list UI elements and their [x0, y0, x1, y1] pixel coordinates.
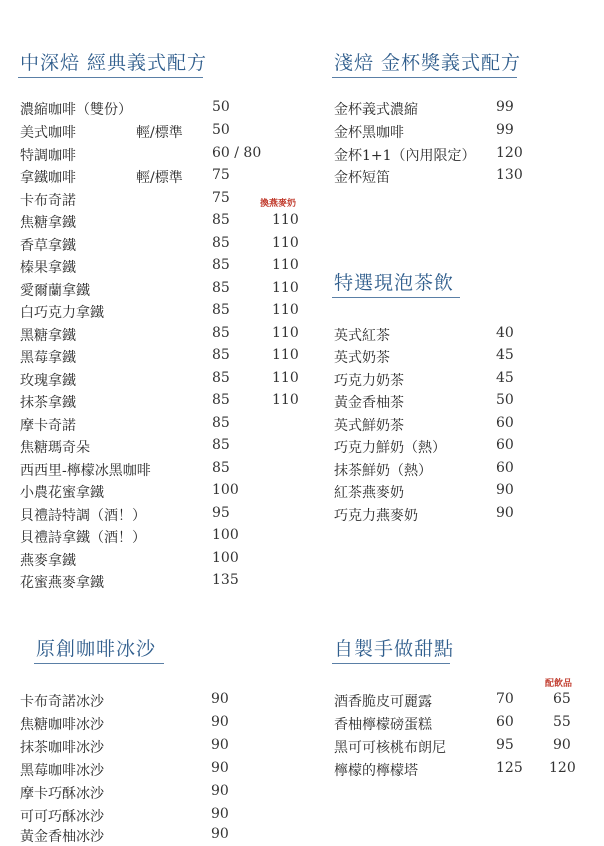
item-name: 黃金香柚茶: [334, 395, 404, 411]
title-underline: [332, 663, 450, 664]
item-name: 英式鮮奶茶: [334, 418, 404, 434]
item-price: 100: [212, 482, 239, 498]
item-name: 巧克力奶茶: [334, 373, 404, 389]
item-name: 黑糖拿鐵: [20, 328, 76, 344]
item-name: 燕麥拿鐵: [20, 553, 76, 569]
combo-price: 120: [549, 760, 576, 776]
item-price: 130: [496, 167, 523, 183]
item-price: 90: [211, 737, 229, 753]
item-price: 85: [212, 257, 230, 273]
menu-item: [20, 167, 320, 187]
menu-item: [334, 714, 584, 734]
item-name: 焦糖拿鐵: [20, 215, 76, 231]
menu-item: [20, 806, 280, 826]
menu-item: [20, 826, 280, 846]
section-title-light-roast: 淺焙 金杯獎義式配方: [334, 52, 522, 74]
item-name: 香草拿鐵: [20, 238, 76, 254]
menu-item: [20, 714, 280, 734]
menu-item: [20, 325, 320, 345]
item-name: 金杯義式濃縮: [334, 102, 418, 118]
menu-item: [334, 325, 584, 345]
menu-item: [20, 460, 320, 480]
menu-item: [20, 550, 320, 570]
item-name: 焦糖瑪奇朵: [20, 440, 90, 456]
item-name: 金杯短笛: [334, 170, 390, 186]
menu-item: [20, 392, 320, 412]
menu-item: [20, 212, 320, 232]
item-name: 英式紅茶: [334, 328, 390, 344]
item-name: 酒香脆皮可麗露: [334, 694, 432, 710]
item-price: 85: [212, 347, 230, 363]
menu-item: [334, 370, 584, 390]
title-underline: [332, 297, 460, 298]
item-name: 巧克力燕麥奶: [334, 508, 418, 524]
item-price: 135: [212, 572, 239, 588]
menu-item: [334, 167, 584, 187]
item-price: 90: [496, 482, 514, 498]
menu-item: [20, 370, 320, 390]
item-name: 抹茶咖啡冰沙: [20, 740, 104, 756]
menu-item: [334, 760, 584, 780]
item-price: 90: [211, 760, 229, 776]
item-name: 黑莓拿鐵: [20, 350, 76, 366]
title-underline: [34, 663, 164, 664]
section-title-medium-roast: 中深焙 經典義式配方: [20, 52, 208, 74]
menu-item: [334, 691, 584, 711]
item-price: 120: [496, 145, 523, 161]
menu-item: [20, 527, 320, 547]
item-price: 95: [212, 505, 230, 521]
item-name: 美式咖啡: [20, 125, 76, 141]
item-price: 90: [211, 714, 229, 730]
item-price: 85: [212, 437, 230, 453]
item-name: 巧克力鮮奶（熱）: [334, 440, 446, 456]
item-price: 85: [212, 280, 230, 296]
item-name: 卡布奇諾: [20, 193, 76, 209]
section-title-dessert: 自製手做甜點: [334, 638, 455, 660]
item-name: 焦糖咖啡冰沙: [20, 717, 104, 733]
item-name: 黑可可核桃布朗尼: [334, 740, 446, 756]
item-price: 90: [211, 806, 229, 822]
menu-item: [20, 415, 320, 435]
item-price: 100: [212, 527, 239, 543]
item-name: 黑莓咖啡冰沙: [20, 763, 104, 779]
item-name: 摩卡巧酥冰沙: [20, 786, 104, 802]
item-price: 95: [496, 737, 514, 753]
item-name: 可可巧酥冰沙: [20, 809, 104, 825]
menu-item: [20, 99, 320, 119]
item-name: 西西里-檸檬冰黑咖啡: [20, 463, 151, 479]
menu-item: [20, 437, 320, 457]
item-price: 85: [212, 235, 230, 251]
menu-item: [334, 460, 584, 480]
item-price: 60: [496, 415, 514, 431]
menu-item: [334, 122, 584, 142]
item-name: 英式奶茶: [334, 350, 390, 366]
item-name: 榛果拿鐵: [20, 260, 76, 276]
item-name: 香柚檸檬磅蛋糕: [334, 717, 432, 733]
item-price: 50: [212, 122, 230, 138]
menu-item: [334, 145, 584, 165]
menu-item: [334, 505, 584, 525]
item-tag: 輕/標準: [136, 170, 183, 186]
item-price: 85: [212, 392, 230, 408]
oat-milk-price: 110: [272, 392, 299, 408]
menu-item: [20, 145, 320, 165]
item-name: 摩卡奇諾: [20, 418, 76, 434]
item-name: 拿鐵咖啡: [20, 170, 76, 186]
item-name: 抹茶拿鐵: [20, 395, 76, 411]
title-underline: [332, 77, 517, 78]
item-price: 75: [212, 190, 230, 206]
menu-item: [20, 257, 320, 277]
menu-item: [20, 737, 280, 757]
item-price: 85: [212, 415, 230, 431]
menu-item: [20, 280, 320, 300]
combo-price: 55: [553, 714, 571, 730]
item-price: 60 / 80: [212, 145, 262, 161]
menu-item: [20, 505, 320, 525]
item-price: 60: [496, 460, 514, 476]
item-price: 45: [496, 370, 514, 386]
menu-item: [20, 760, 280, 780]
oat-milk-price: 110: [272, 370, 299, 386]
title-underline: [18, 77, 203, 78]
menu-item: [20, 235, 320, 255]
oat-milk-price: 110: [272, 235, 299, 251]
oat-milk-price: 110: [272, 347, 299, 363]
item-name: 金杯黑咖啡: [334, 125, 404, 141]
menu-item: [334, 347, 584, 367]
item-price: 85: [212, 325, 230, 341]
item-name: 白巧克力拿鐵: [20, 305, 104, 321]
item-price: 85: [212, 460, 230, 476]
oat-milk-price: 110: [272, 302, 299, 318]
item-name: 花蜜燕麥拿鐵: [20, 575, 104, 591]
item-name: 特調咖啡: [20, 148, 76, 164]
item-price: 85: [212, 302, 230, 318]
item-price: 90: [211, 826, 229, 842]
item-price: 60: [496, 714, 514, 730]
menu-item: [20, 482, 320, 502]
item-price: 90: [211, 691, 229, 707]
item-price: 99: [496, 99, 514, 115]
item-price: 50: [212, 99, 230, 115]
menu-item: [334, 737, 584, 757]
oat-milk-upgrade-note: 換燕麥奶: [260, 199, 297, 209]
combo-price: 65: [553, 691, 571, 707]
section-title-coffee-frappe: 原創咖啡冰沙: [36, 638, 157, 660]
item-price: 85: [212, 212, 230, 228]
oat-milk-price: 110: [272, 212, 299, 228]
menu-item: [334, 482, 584, 502]
menu-item: [20, 572, 320, 592]
item-name: 檸檬的檸檬塔: [334, 763, 418, 779]
item-price: 85: [212, 370, 230, 386]
menu-item: [20, 190, 320, 210]
oat-milk-price: 110: [272, 280, 299, 296]
item-name: 黃金香柚冰沙: [20, 829, 104, 845]
menu-item: [20, 347, 320, 367]
item-price: 90: [211, 783, 229, 799]
item-name: 濃縮咖啡（雙份）: [20, 102, 132, 118]
item-name: 貝禮詩拿鐵（酒！）: [20, 530, 146, 546]
item-name: 金杯1+1（內用限定）: [334, 148, 476, 164]
item-price: 70: [496, 691, 514, 707]
menu-item: [334, 99, 584, 119]
item-price: 100: [212, 550, 239, 566]
item-price: 90: [496, 505, 514, 521]
menu-item: [20, 302, 320, 322]
menu-item: [20, 122, 320, 142]
menu-item: [20, 783, 280, 803]
item-price: 50: [496, 392, 514, 408]
menu-item: [20, 691, 280, 711]
item-tag: 輕/標準: [136, 125, 183, 141]
menu-item: [334, 392, 584, 412]
item-name: 卡布奇諾冰沙: [20, 694, 104, 710]
item-price: 60: [496, 437, 514, 453]
section-title-tea: 特選現泡茶飲: [334, 272, 455, 294]
oat-milk-price: 110: [272, 257, 299, 273]
item-price: 45: [496, 347, 514, 363]
item-price: 125: [496, 760, 523, 776]
combo-price: 90: [553, 737, 571, 753]
item-price: 99: [496, 122, 514, 138]
item-price: 75: [212, 167, 230, 183]
with-drink-price-note: 配飲品: [545, 679, 573, 689]
item-name: 玫瑰拿鐵: [20, 373, 76, 389]
item-name: 紅茶燕麥奶: [334, 485, 404, 501]
oat-milk-price: 110: [272, 325, 299, 341]
menu-item: [334, 437, 584, 457]
item-name: 愛爾蘭拿鐵: [20, 283, 90, 299]
menu-item: [334, 415, 584, 435]
item-name: 抹茶鮮奶（熱）: [334, 463, 432, 479]
item-name: 貝禮詩特調（酒！）: [20, 508, 146, 524]
item-name: 小農花蜜拿鐵: [20, 485, 104, 501]
item-price: 40: [496, 325, 514, 341]
